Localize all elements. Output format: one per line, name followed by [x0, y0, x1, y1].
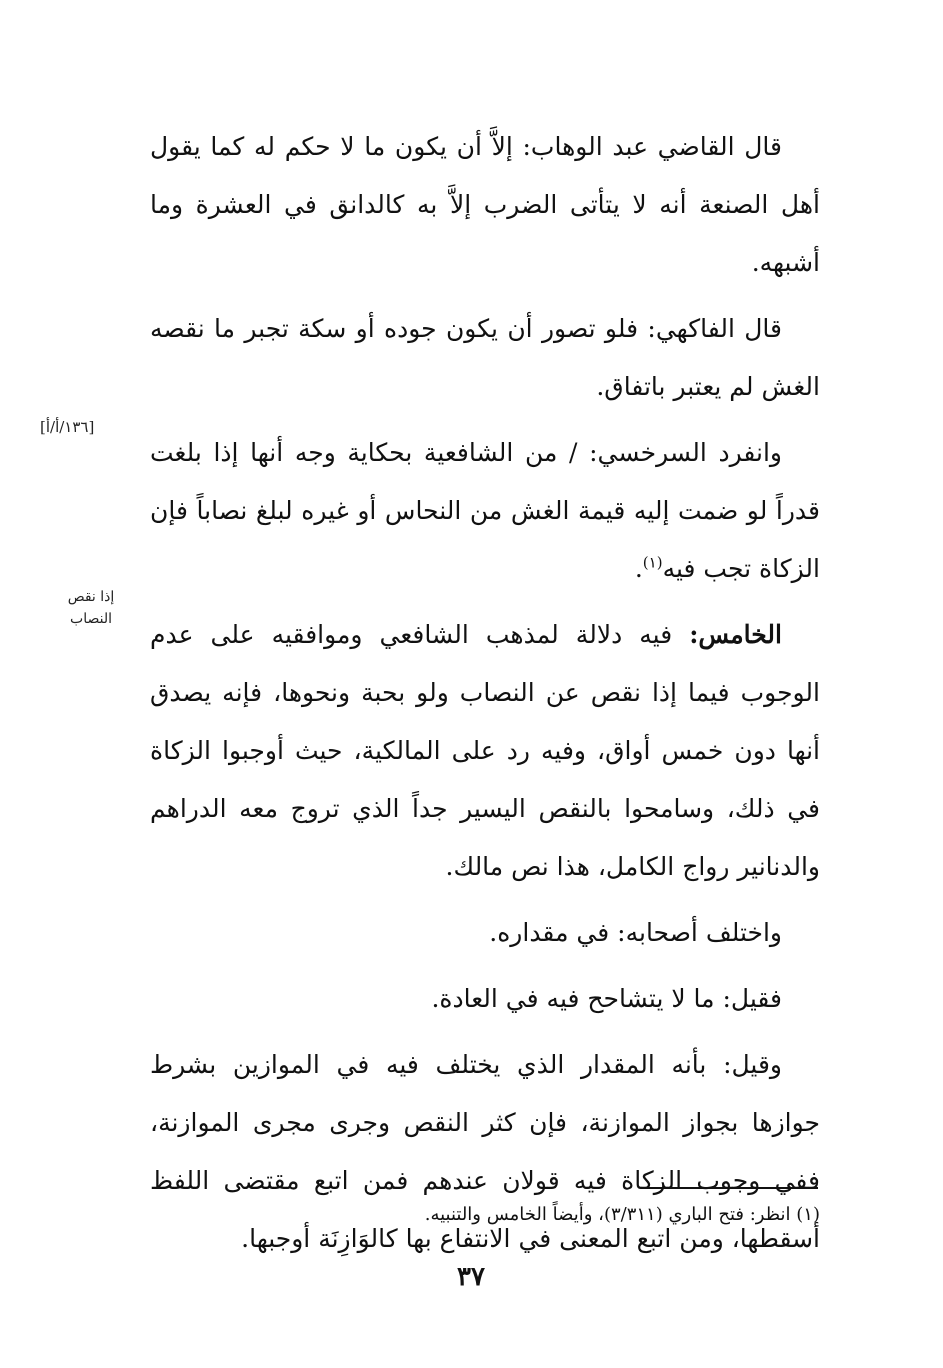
page-number: ٣٧	[457, 1262, 485, 1292]
footnote-text: انظر: فتح الباري (٣/٣١١)، وأيضاً الخامس والتنبيه.	[424, 1204, 791, 1225]
paragraph-6-text: فقيل: ما لا يتشاحح فيه في العادة.	[431, 984, 782, 1013]
paragraph-1-text: قال القاضي عبد الوهاب: إلاَّ أن يكون ما لا حكم له كما يقول أهل الصنعة أنه لا يتأتى الضرب إلاَّ به كالدانق في العشرة وما أشبهه.	[150, 132, 820, 277]
main-text	[150, 118, 820, 1268]
footnote-number: (١)	[796, 1204, 820, 1225]
footnote	[150, 1200, 820, 1230]
paragraph-4-lead: الخامس:	[689, 620, 782, 649]
paragraph-3	[150, 424, 820, 598]
margin-topic-note: إذا نقص النصاب	[67, 589, 115, 627]
paragraph-7	[150, 1036, 820, 1268]
margin-folio-reference: [١٣٦/أ/أ]	[40, 418, 95, 436]
paragraph-7-text: وقيل: بأنه المقدار الذي يختلف فيه في الموازين بشرط جوازها بجواز الموازنة، فإن كثر النقص وجرى مجرى الموازنة، ففي وجوب الزكاة فيه قولان عندهم فمن اتبع مقتضى اللفظ أسقطها، ومن اتبع المعنى في الانتفاع بها كالوَازِنَة أوجبها.	[150, 1050, 820, 1253]
paragraph-5	[150, 904, 820, 962]
footnote-marker: (١)	[642, 553, 663, 572]
paragraph-2-text: قال الفاكهي: فلو تصور أن يكون جوده أو سكة تجبر ما نقصه الغش لم يعتبر باتفاق.	[150, 314, 820, 401]
paragraph-2	[150, 300, 820, 416]
paragraph-4	[150, 606, 820, 896]
paragraph-4-text: فيه دلالة لمذهب الشافعي وموافقيه على عدم الوجوب فيما إذا نقص عن النصاب ولو بحبة ونحوها، فإنه يصدق أنها دون خمس أواق، وفيه رد على المالكية، حيث أوجبوا الزكاة في ذلك، وسامحوا بالنقص اليسير جداً الذي تروج معه الدراهم والدنانير رواج الكامل، هذا نص مالك.	[150, 620, 820, 881]
paragraph-6	[150, 970, 820, 1028]
paragraph-1	[150, 118, 820, 292]
footnote-divider	[645, 1187, 818, 1189]
paragraph-3-text: وانفرد السرخسي: / من الشافعية بحكاية وجه أنها إذا بلغت قدراً لو ضمت إليه قيمة الغش من النحاس أو غيره لبلغ نصاباً فإن الزكاة تجب فيه	[150, 438, 820, 583]
paragraph-3-tail: .	[634, 554, 643, 583]
paragraph-5-text: واختلف أصحابه: في مقداره.	[489, 918, 782, 947]
